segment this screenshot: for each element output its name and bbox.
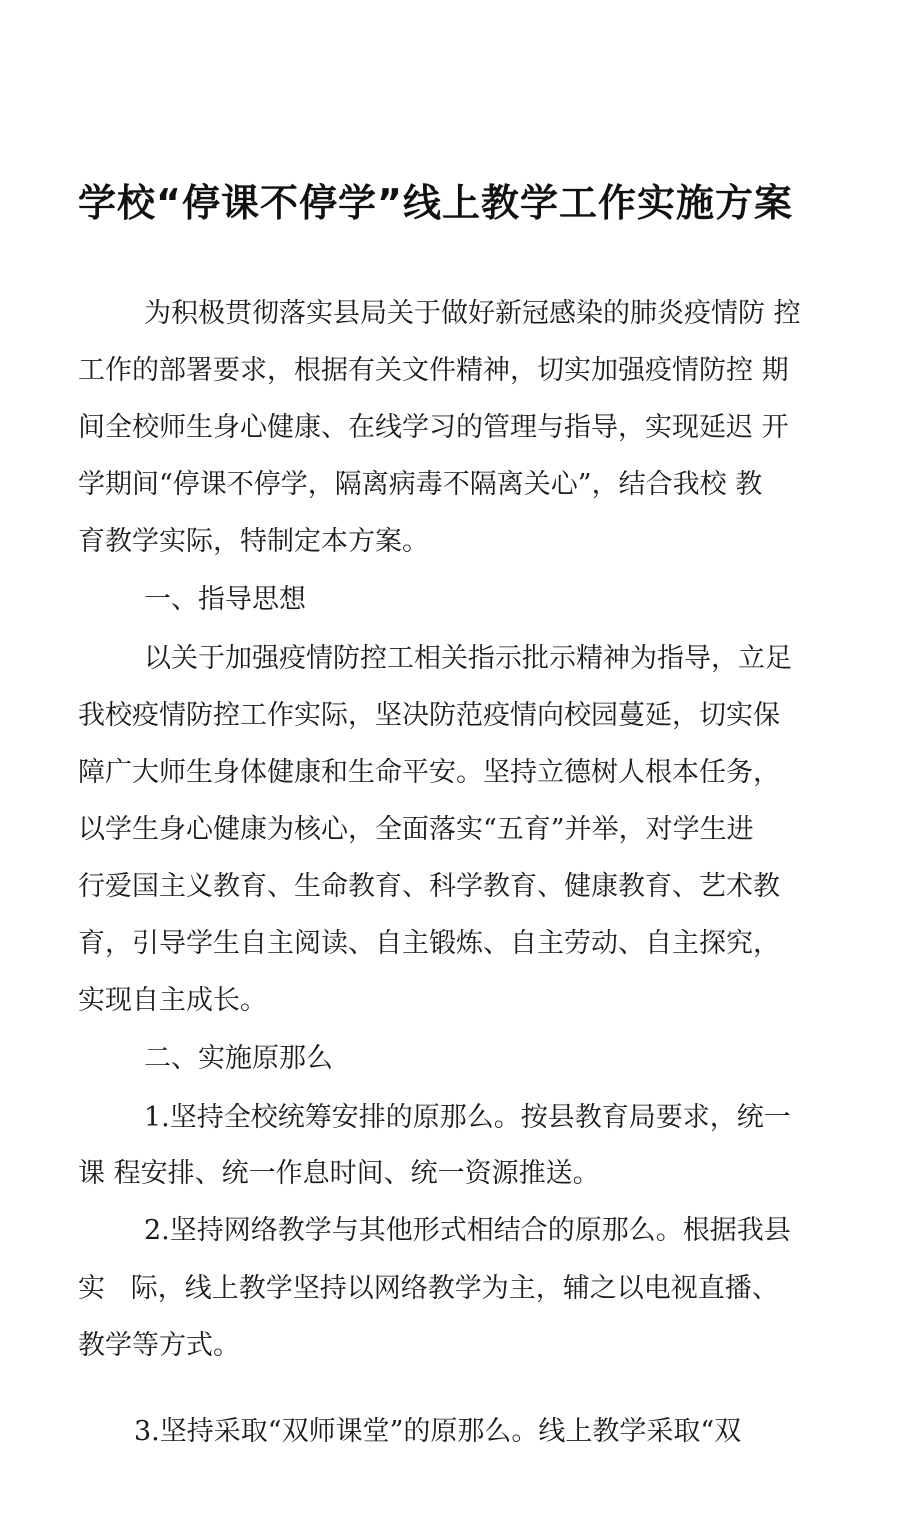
paragraph-line: 实 际，线上教学坚持以网络教学为主，辅之以电视直播、 xyxy=(78,1273,779,1304)
paragraph-line: 课 程安排、统一作息时间、统一资源推送。 xyxy=(78,1158,600,1189)
paragraph-line: 障广大师生身体健康和生命平安。坚持立德树人根本任务， xyxy=(78,757,780,788)
paragraph-line: 行爱国主义教育、生命教育、科学教育、健康教育、艺术教 xyxy=(78,871,780,902)
paragraph-line: 工作的部署要求，根据有关文件精神，切实加强疫情防控 期 xyxy=(78,355,789,386)
paragraph-line: 教学等方式。 xyxy=(78,1330,240,1361)
paragraph-line: 育教学实际，特制定本方案。 xyxy=(78,526,429,557)
paragraph-line: 1.坚持全校统筹安排的原那么。按县教育局要求，统一 xyxy=(144,1102,791,1133)
paragraph-line: 我校疫情防控工作实际，坚决防范疫情向校园蔓延，切实保 xyxy=(78,700,780,731)
paragraph-line: 2.坚持网络教学与其他形式相结合的原那么。根据我县 xyxy=(144,1215,791,1246)
paragraph-line: 以学生身心健康为核心，全面落实“五育”并举，对学生进 xyxy=(78,814,754,845)
paragraph-line: 学期间“停课不停学，隔离病毒不隔离关心”，结合我校 教 xyxy=(78,469,763,500)
paragraph-line: 育，引导学生自主阅读、自主锻炼、自主劳动、自主探究， xyxy=(78,928,780,959)
paragraph-line: 间全校师生身心健康、在线学习的管理与指导，实现延迟 开 xyxy=(78,412,789,443)
document-title: 学校“停课不停学”线上教学工作实施方案 xyxy=(78,181,793,225)
paragraph-line: 为积极贯彻落实县局关于做好新冠感染的肺炎疫情防 控 xyxy=(144,298,801,329)
paragraph-line: 以关于加强疫情防控工相关指示批示精神为指导，立足 xyxy=(144,643,792,674)
paragraph-line: 3.坚持采取“双师课堂”的原那么。线上教学采取“双 xyxy=(134,1416,742,1447)
section-heading: 二、实施原那么 xyxy=(144,1043,333,1074)
paragraph-line: 实现自主成长。 xyxy=(78,985,267,1016)
section-heading: 一、指导思想 xyxy=(144,584,306,615)
